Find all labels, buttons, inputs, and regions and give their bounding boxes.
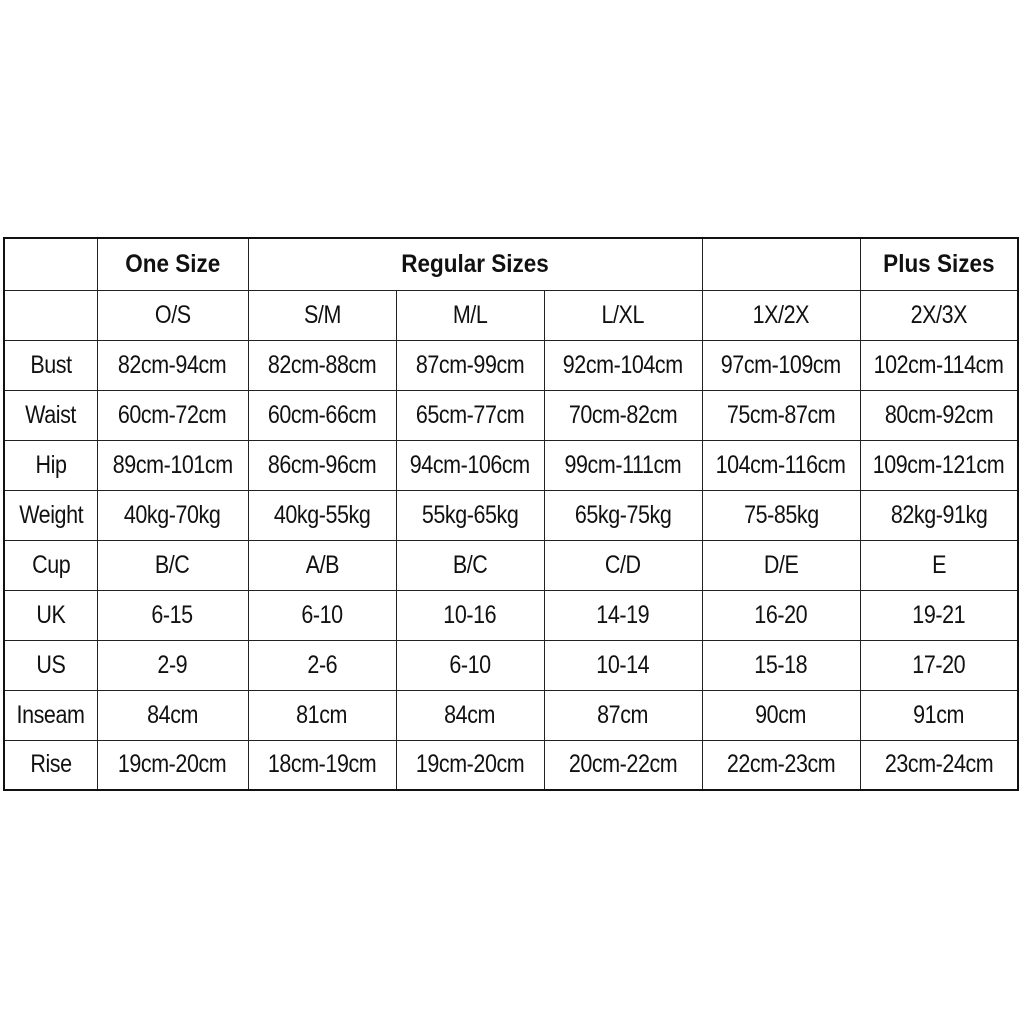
table-cell: 2-9: [97, 640, 248, 690]
row-label-waist: Waist: [4, 390, 97, 440]
table-cell: 6-10: [396, 640, 544, 690]
table-cell: 60cm-66cm: [248, 390, 396, 440]
row-label-uk: UK: [4, 590, 97, 640]
table-cell: C/D: [544, 540, 702, 590]
row-label-hip: Hip: [4, 440, 97, 490]
table-cell: 109cm-121cm: [860, 440, 1018, 490]
size-col-lxl: L/XL: [544, 290, 702, 340]
table-row: [4, 740, 1018, 790]
table-cell: 6-15: [97, 590, 248, 640]
table-cell: 89cm-101cm: [97, 440, 248, 490]
table-cell: 75-85kg: [702, 490, 860, 540]
row-label-bust: Bust: [4, 340, 97, 390]
table-cell: 14-19: [544, 590, 702, 640]
table-cell: 90cm: [702, 690, 860, 740]
table-row: [4, 440, 1018, 490]
table-cell: 19-21: [860, 590, 1018, 640]
table-cell: 102cm-114cm: [860, 340, 1018, 390]
table-cell: 15-18: [702, 640, 860, 690]
table-cell: 60cm-72cm: [97, 390, 248, 440]
table-cell: 87cm-99cm: [396, 340, 544, 390]
group-blank-cell: [702, 238, 860, 290]
group-header-row: [4, 238, 1018, 290]
size-col-sm: S/M: [248, 290, 396, 340]
size-col-ml: M/L: [396, 290, 544, 340]
table-cell: 19cm-20cm: [97, 740, 248, 790]
table-cell: 19cm-20cm: [396, 740, 544, 790]
table-cell: 81cm: [248, 690, 396, 740]
group-one-size: One Size: [97, 238, 248, 290]
size-col-os: O/S: [97, 290, 248, 340]
table-cell: 17-20: [860, 640, 1018, 690]
size-col-2x3x: 2X/3X: [860, 290, 1018, 340]
table-cell: 97cm-109cm: [702, 340, 860, 390]
row-label-us: US: [4, 640, 97, 690]
table-cell: 20cm-22cm: [544, 740, 702, 790]
table-cell: 40kg-55kg: [248, 490, 396, 540]
table-cell: B/C: [97, 540, 248, 590]
table-cell: 65kg-75kg: [544, 490, 702, 540]
size-chart-table: [3, 237, 1019, 791]
table-row: [4, 340, 1018, 390]
table-cell: 84cm: [97, 690, 248, 740]
table-cell: 23cm-24cm: [860, 740, 1018, 790]
table-cell: 80cm-92cm: [860, 390, 1018, 440]
table-cell: 55kg-65kg: [396, 490, 544, 540]
table-cell: 82cm-94cm: [97, 340, 248, 390]
table-cell: 70cm-82cm: [544, 390, 702, 440]
table-cell: 91cm: [860, 690, 1018, 740]
row-label-inseam: Inseam: [4, 690, 97, 740]
table-row: [4, 540, 1018, 590]
size-corner-cell: [4, 290, 97, 340]
group-regular-sizes: Regular Sizes: [248, 238, 702, 290]
table-cell: B/C: [396, 540, 544, 590]
table-cell: 92cm-104cm: [544, 340, 702, 390]
table-cell: 2-6: [248, 640, 396, 690]
table-cell: 65cm-77cm: [396, 390, 544, 440]
table-cell: 86cm-96cm: [248, 440, 396, 490]
table-cell: 40kg-70kg: [97, 490, 248, 540]
table-cell: 18cm-19cm: [248, 740, 396, 790]
table-cell: 22cm-23cm: [702, 740, 860, 790]
table-cell: E: [860, 540, 1018, 590]
group-corner-cell: [4, 238, 97, 290]
table-cell: 99cm-111cm: [544, 440, 702, 490]
row-label-cup: Cup: [4, 540, 97, 590]
table-row: [4, 640, 1018, 690]
table-cell: 82cm-88cm: [248, 340, 396, 390]
table-cell: 75cm-87cm: [702, 390, 860, 440]
table-cell: 82kg-91kg: [860, 490, 1018, 540]
size-col-1x2x: 1X/2X: [702, 290, 860, 340]
table-cell: 87cm: [544, 690, 702, 740]
table-row: [4, 390, 1018, 440]
group-plus-sizes: Plus Sizes: [860, 238, 1018, 290]
table-row: [4, 590, 1018, 640]
row-label-rise: Rise: [4, 740, 97, 790]
size-label-row: [4, 290, 1018, 340]
table-cell: A/B: [248, 540, 396, 590]
table-row: [4, 490, 1018, 540]
table-cell: 94cm-106cm: [396, 440, 544, 490]
table-cell: 10-14: [544, 640, 702, 690]
table-cell: D/E: [702, 540, 860, 590]
table-cell: 84cm: [396, 690, 544, 740]
table-cell: 104cm-116cm: [702, 440, 860, 490]
table-cell: 16-20: [702, 590, 860, 640]
row-label-weight: Weight: [4, 490, 97, 540]
table-row: [4, 690, 1018, 740]
table-cell: 10-16: [396, 590, 544, 640]
table-cell: 6-10: [248, 590, 396, 640]
